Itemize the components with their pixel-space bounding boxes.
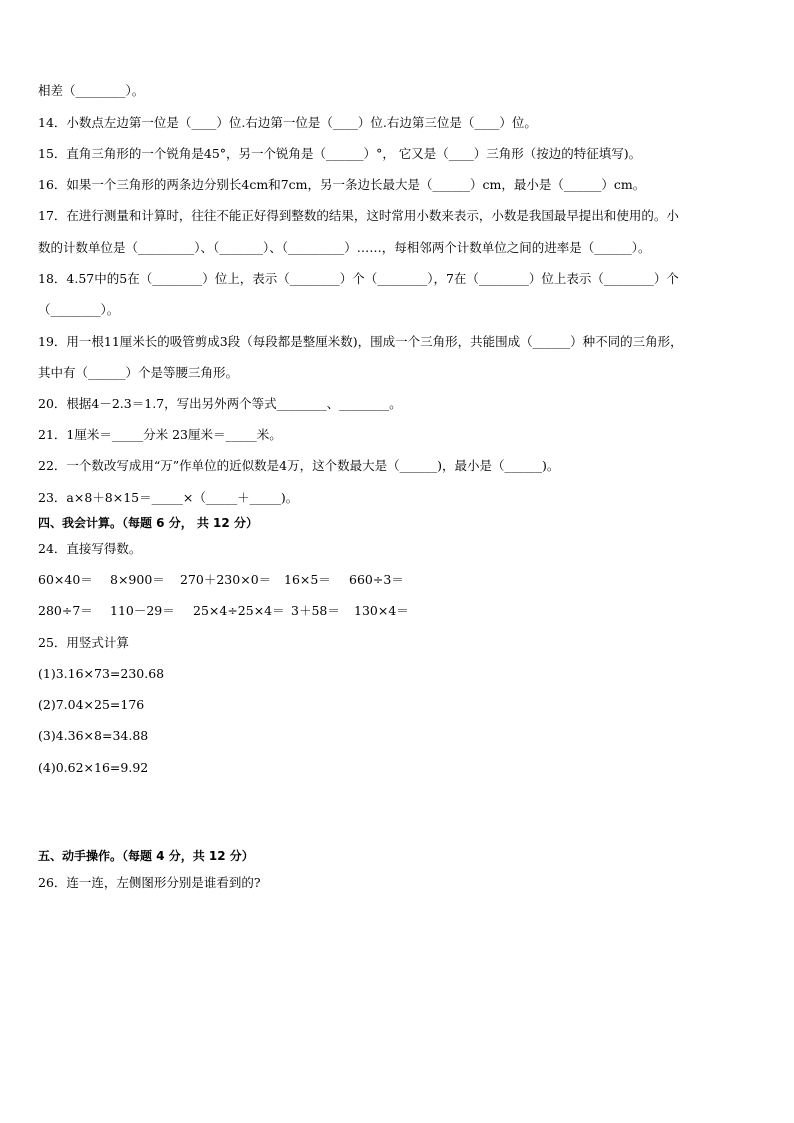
question-19-line-1: 19．用一根11厘米长的吸管剪成3段（每段都是整厘米数)，围成一个三角形，共能围成（______）种不同的三角形， <box>38 334 683 349</box>
oral-item: 280÷7＝ <box>38 603 93 618</box>
section-4-heading: 四、我会计算。（每题 6 分， 共 12 分） <box>38 516 258 530</box>
question-18-line-1: 18．4.57中的5在（________）位上，表示（________）个（________），7在（________）位上表示（________）个 <box>38 271 679 286</box>
oral-item: 270＋230×0＝ <box>180 572 272 587</box>
question-19-line-2: 其中有（______）个是等腰三角形。 <box>38 365 239 380</box>
question-17-line-2: 数的计数单位是（_________）、（_______）、（_________）……，每相邻两个计数单位之间的进率是（______）。 <box>38 240 651 255</box>
question-22: 22．一个数改写成用“万”作单位的近似数是4万，这个数最大是（______)，最小是（______)。 <box>38 458 560 473</box>
question-26: 26．连一连，左侧图形分别是谁看到的? <box>38 875 261 890</box>
vertical-calc-3: (3)4.36×8=34.88 <box>38 728 149 743</box>
question-23: 23．a×8＋8×15＝_____×（_____＋_____)。 <box>38 490 299 505</box>
oral-item: 660÷3＝ <box>349 572 404 587</box>
question-17-line-1: 17．在进行测量和计算时，往往不能正好得到整数的结果，这时常用小数来表示，小数是我国最早提出和使用的。小 <box>38 208 679 223</box>
question-20: 20．根据4－2.3＝1.7，写出另外两个等式________、________。 <box>38 396 402 411</box>
oral-item: 3＋58＝ <box>291 603 340 618</box>
question-24: 24．直接写得数。 <box>38 541 142 556</box>
question-14: 14．小数点左边第一位是（____）位.右边第一位是（____）位.右边第三位是（____）位。 <box>38 115 537 130</box>
oral-item: 16×5＝ <box>284 572 331 587</box>
line-13-continued: 相差（________）。 <box>38 83 145 98</box>
vertical-calc-2: (2)7.04×25=176 <box>38 697 145 712</box>
vertical-calc-1: (1)3.16×73=230.68 <box>38 666 165 681</box>
question-21: 21．1厘米＝_____分米 23厘米＝_____米。 <box>38 427 282 442</box>
oral-item: 60×40＝ <box>38 572 93 587</box>
question-18-line-2: （________）。 <box>38 302 120 317</box>
oral-item: 130×4＝ <box>354 603 409 618</box>
question-16: 16．如果一个三角形的两条边分别长4cm和7cm，另一条边长最大是（______）cm，最小是（______）cm。 <box>38 177 646 192</box>
oral-item: 25×4÷25×4＝ <box>193 603 285 618</box>
section-5-heading: 五、动手操作。（每题 4 分，共 12 分） <box>38 849 254 863</box>
question-15: 15．直角三角形的一个锐角是45°，另一个锐角是（______）°， 它又是（____）三角形（按边的特征填写)。 <box>38 146 642 161</box>
oral-item: 110－29＝ <box>110 603 175 618</box>
oral-item: 8×900＝ <box>110 572 165 587</box>
question-25: 25．用竖式计算 <box>38 635 129 650</box>
vertical-calc-4: (4)0.62×16=9.92 <box>38 760 149 775</box>
